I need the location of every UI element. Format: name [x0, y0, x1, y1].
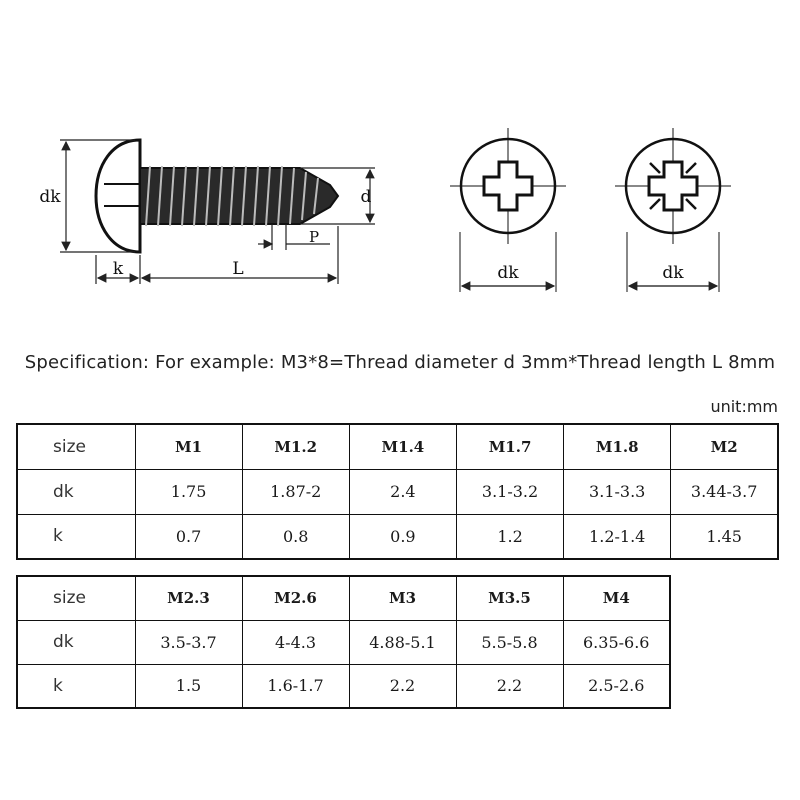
table-cell: M1.8: [564, 424, 671, 469]
spec-table-1: [16, 423, 779, 560]
table-cell: M1.4: [349, 424, 456, 469]
table-cell: 3.5-3.7: [135, 620, 242, 664]
row-header: k: [17, 664, 135, 708]
table-cell: 3.1-3.3: [564, 469, 671, 514]
table-cell: M3: [349, 576, 456, 620]
table-cell: 1.6-1.7: [242, 664, 349, 708]
table-cell: 1.2-1.4: [564, 514, 671, 559]
table-row-k: [17, 514, 778, 559]
p-label: P: [308, 228, 320, 246]
dk-pozi-label: dk: [662, 263, 684, 283]
table-row-dk: [17, 620, 670, 664]
row-header: dk: [17, 469, 135, 514]
table-cell: M1.7: [456, 424, 563, 469]
row-header: size: [17, 424, 135, 469]
unit-label: unit:mm: [710, 397, 778, 416]
table-cell: M4: [563, 576, 670, 620]
table-cell: 4-4.3: [242, 620, 349, 664]
table-cell: 4.88-5.1: [349, 620, 456, 664]
table-cell: M2.3: [135, 576, 242, 620]
table-cell: M1.2: [242, 424, 349, 469]
dk-phillips-label: dk: [497, 263, 519, 283]
pitch-dimension: [258, 224, 330, 250]
table-cell: 2.5-2.6: [563, 664, 670, 708]
l-label: L: [232, 259, 244, 279]
table-cell: 0.7: [135, 514, 242, 559]
table-row-size: [17, 424, 778, 469]
table-cell: 0.8: [242, 514, 349, 559]
dk-label: dk: [39, 187, 61, 207]
table-row-dk: [17, 469, 778, 514]
screw-technical-drawing: [0, 0, 800, 320]
table-cell: 1.5: [135, 664, 242, 708]
table-cell: M1: [135, 424, 242, 469]
table-row-k: [17, 664, 670, 708]
table-cell: 3.1-3.2: [456, 469, 563, 514]
table-cell: M3.5: [456, 576, 563, 620]
table-cell: M2: [671, 424, 778, 469]
table-cell: 2.4: [349, 469, 456, 514]
table-cell: 1.87-2: [242, 469, 349, 514]
table-cell: 1.2: [456, 514, 563, 559]
row-header: k: [17, 514, 135, 559]
specification-text: Specification: For example: M3*8=Thread diameter d 3mm*Thread length L 8mm: [24, 352, 776, 373]
table-cell: 6.35-6.6: [563, 620, 670, 664]
table-cell: 0.9: [349, 514, 456, 559]
table-cell: 3.44-3.7: [671, 469, 778, 514]
table-cell: 5.5-5.8: [456, 620, 563, 664]
table-cell: M2.6: [242, 576, 349, 620]
row-header: size: [17, 576, 135, 620]
table-cell: 1.75: [135, 469, 242, 514]
table-cell: 1.45: [671, 514, 778, 559]
table-row-size: [17, 576, 670, 620]
table-cell: 2.2: [349, 664, 456, 708]
screw-side-view: [96, 140, 338, 252]
table-cell: 2.2: [456, 664, 563, 708]
spec-table-2: [16, 575, 671, 709]
d-label: d: [360, 187, 372, 207]
k-label: k: [112, 259, 124, 279]
row-header: dk: [17, 620, 135, 664]
